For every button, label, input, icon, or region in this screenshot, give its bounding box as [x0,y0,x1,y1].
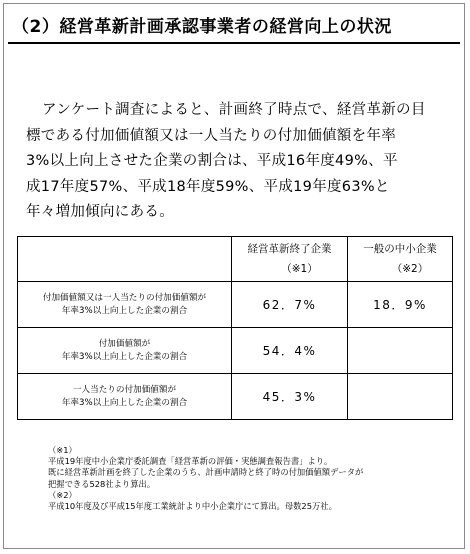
row-label [18,374,232,420]
header-cell-general-smes [348,237,453,282]
header-label: 一般の中小企業 [363,243,437,255]
row-label-line: 年率3%以上向上した企業の割合 [61,397,188,408]
table-header-row [18,237,453,282]
table-row [18,328,453,374]
table-row [18,374,453,420]
footnote-line: 把握できる528社より算出。 [48,478,156,489]
value-cell: 62．7% [232,282,348,328]
row-label-line: 年率3%以上向上した企業の割合 [61,305,188,316]
value-cell: 45．3% [232,374,348,420]
footnote-line: 平成10年度及び平成15年度工業統計より中小企業庁にて算出。母数25万社。 [48,501,337,512]
value-cell [348,328,453,374]
page-title: （2）経営革新計画承認事業者の経営向上の状況 [12,17,392,37]
table-row [18,282,453,328]
row-label-line: 一人当たりの付加価値額が [72,384,177,395]
value-cell [348,374,453,420]
footnote-line: 平成19年度中小企業庁委託調査「経営革新の評価・実態調査報告書」より。 [48,456,333,467]
footnote-marker: （※2） [48,489,77,500]
row-label-line: 年率3%以上向上した企業の割合 [61,351,188,362]
footnote-marker: （※1） [48,445,77,455]
header-note: （※1） [281,263,318,275]
header-empty-cell [18,237,232,282]
summary-paragraph [26,98,450,226]
row-label-line: 付加価値額又は一人当たりの付加価値額が [42,292,207,303]
row-label [18,328,232,374]
header-cell-completed-firms [232,237,348,282]
paragraph-line: 成17年度57%、平成18年度59%、平成19年度63%と [26,178,390,195]
footnote-line: 既に経営革新計画を終了した企業のうち、計画申請時と終了時の付加価値額データが [48,467,364,478]
paragraph-line: アンケート調査によると、計画終了時点で、経営革新の目 [42,102,426,118]
value-cell: 54．4% [232,328,348,374]
paragraph-line: 標である付加価値額又は一人当たりの付加価値額を年率 [26,127,396,144]
results-table [17,236,453,420]
header-note: （※2） [391,263,429,275]
header-label: 経営革新終了企業 [247,243,332,255]
row-label-line: 付加価値額が [98,338,151,349]
row-label [18,282,232,328]
title-underline [8,42,460,44]
footnotes [48,445,453,512]
value-cell: 18．9% [348,282,453,328]
paragraph-line: 3%以上向上させた企業の割合は、平成16年度49%、平 [26,153,398,169]
paragraph-line: 年々増加傾向にある。 [26,204,174,220]
